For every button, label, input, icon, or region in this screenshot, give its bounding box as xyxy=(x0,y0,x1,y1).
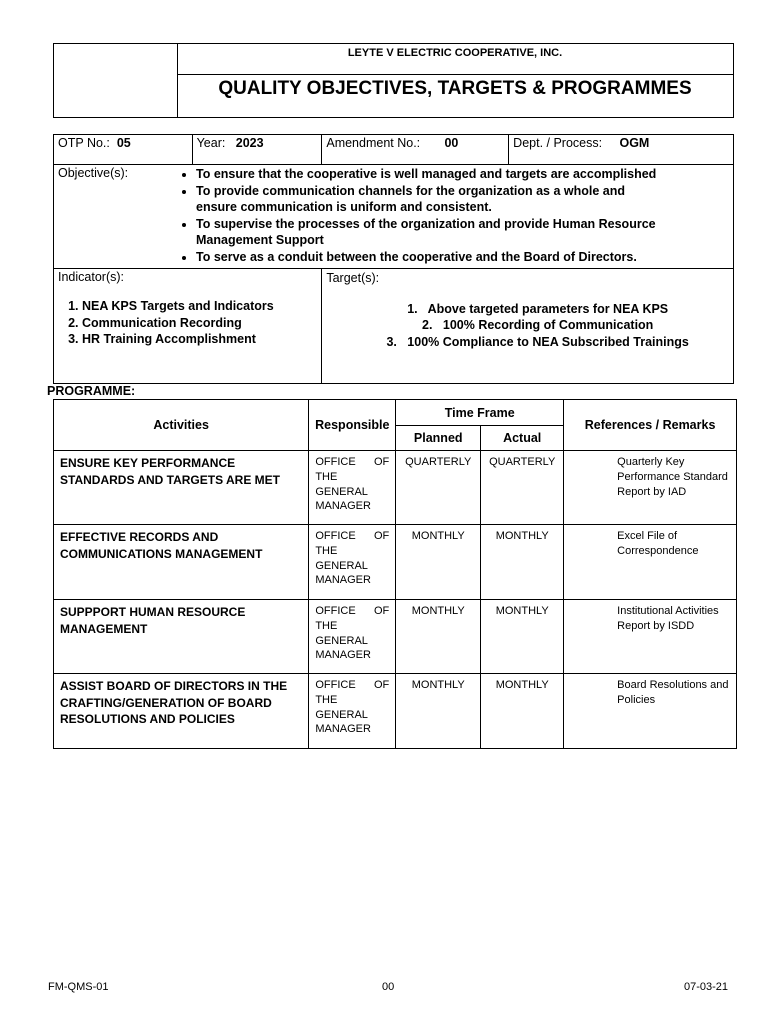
activity-cell: EFFECTIVE RECORDS AND COMMUNICATIONS MANAGEMENT xyxy=(54,525,309,600)
footer-form-code: FM-QMS-01 xyxy=(48,981,109,993)
document-title: QUALITY OBJECTIVES, TARGETS & PROGRAMMES xyxy=(218,78,692,99)
table-row xyxy=(54,525,737,600)
footer-date: 07-03-21 xyxy=(684,981,729,993)
objectives-row xyxy=(54,165,734,269)
actual-header: Actual xyxy=(481,426,564,451)
table-row xyxy=(54,600,737,674)
amendment-label: Amendment No.: xyxy=(326,136,421,150)
document-header xyxy=(53,43,734,118)
time-frame-header: Time Frame xyxy=(396,400,564,426)
target-item: 2. 100% Recording of Communication xyxy=(422,318,654,333)
actual-cell: MONTHLY xyxy=(481,600,564,674)
planned-cell: MONTHLY xyxy=(396,600,481,674)
planned-cell: MONTHLY xyxy=(396,525,481,600)
table-row xyxy=(54,451,737,525)
targets-cell xyxy=(322,269,734,384)
planned-cell: MONTHLY xyxy=(396,674,481,749)
responsible-cell: OFFICE OF THE GENERAL MANAGER xyxy=(309,451,396,525)
activity-cell: ENSURE KEY PERFORMANCE STANDARDS AND TARGETS ARE MET xyxy=(54,451,309,525)
objectives-cell xyxy=(54,165,734,269)
actual-cell: MONTHLY xyxy=(481,525,564,600)
responsible-cell: OFFICE OF THE GENERAL MANAGER xyxy=(309,674,396,749)
otp-header-row xyxy=(54,135,734,165)
planned-cell: QUARTERLY xyxy=(396,451,481,525)
logo-cell xyxy=(54,44,178,117)
otp-cell xyxy=(54,135,193,165)
programme-label: PROGRAMME: xyxy=(47,384,136,398)
responsible-cell: OFFICE OF THE GENERAL MANAGER xyxy=(309,525,396,600)
indicator-item: 1. NEA KPS Targets and Indicators xyxy=(82,298,317,315)
remarks-cell: Excel File of Correspondence xyxy=(564,525,737,600)
remarks-cell: Institutional Activities Report by ISDD xyxy=(564,600,737,674)
target-item: 1. Above targeted parameters for NEA KPS xyxy=(407,301,669,316)
indicators-list xyxy=(58,298,317,348)
objective-item: • To provide communication channels for the organization as a whole and ensure communication is uniform and consistent. xyxy=(196,183,669,216)
objectives-list xyxy=(170,166,669,266)
amendment-cell xyxy=(322,135,509,165)
planned-header: Planned xyxy=(396,426,481,451)
indicators-label: Indicator(s): xyxy=(58,270,124,284)
organization-name: LEYTE V ELECTRIC COOPERATIVE, INC. xyxy=(177,44,733,75)
objective-item: • To ensure that the cooperative is well managed and targets are accomplished xyxy=(196,166,669,183)
programme-table xyxy=(53,399,737,749)
year-label: Year: xyxy=(196,136,226,150)
actual-cell: QUARTERLY xyxy=(481,451,564,525)
amendment-value: 00 xyxy=(444,136,459,150)
dept-value: OGM xyxy=(619,136,650,150)
actual-cell: MONTHLY xyxy=(481,674,564,749)
objective-item: • To supervise the processes of the organization and provide Human Resource Management Support xyxy=(196,216,669,249)
year-value: 2023 xyxy=(235,136,264,150)
activity-cell: ASSIST BOARD OF DIRECTORS IN THE CRAFTING/GENERATION OF BOARD RESOLUTIONS AND POLICIES xyxy=(54,674,309,749)
responsible-cell: OFFICE OF THE GENERAL MANAGER xyxy=(309,600,396,674)
objectives-label: Objective(s): xyxy=(58,166,129,180)
target-item: 3. 100% Compliance to NEA Subscribed Trainings xyxy=(386,334,689,349)
indicator-item: 2. Communication Recording xyxy=(82,315,317,332)
table-row xyxy=(54,674,737,749)
activity-cell: SUPPPORT HUMAN RESOURCE MANAGEMENT xyxy=(54,600,309,674)
programme-header-row xyxy=(54,400,737,426)
otp-info-table xyxy=(53,134,734,384)
dept-cell xyxy=(509,135,734,165)
indicators-cell xyxy=(54,269,322,384)
dept-label: Dept. / Process: xyxy=(513,136,603,150)
year-cell xyxy=(192,135,322,165)
remarks-cell: Quarterly Key Performance Standard Report by IAD xyxy=(564,451,737,525)
objective-item: • To serve as a conduit between the cooperative and the Board of Directors. xyxy=(196,249,669,266)
remarks-cell: Board Resolutions and Policies xyxy=(564,674,737,749)
otp-value: 05 xyxy=(116,136,131,150)
otp-label: OTP No.: xyxy=(58,136,110,150)
indicator-item: 3. HR Training Accomplishment xyxy=(82,331,317,348)
indicators-targets-row xyxy=(54,269,734,384)
footer-revision: 00 xyxy=(382,981,395,993)
responsible-header: Responsible xyxy=(309,400,396,451)
targets-list xyxy=(326,301,729,351)
activities-header: Activities xyxy=(54,400,309,451)
remarks-header: References / Remarks xyxy=(564,400,737,451)
targets-label: Target(s): xyxy=(326,271,380,285)
